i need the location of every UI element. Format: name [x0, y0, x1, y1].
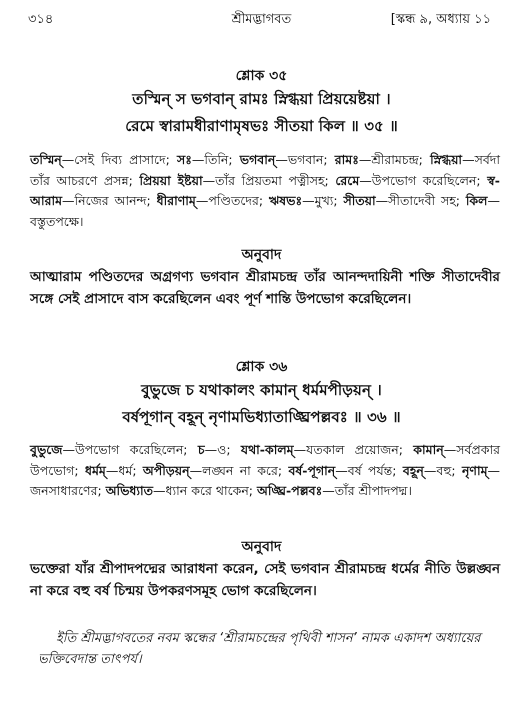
- shloka-35-synonyms: [30, 150, 500, 232]
- synonym-meaning: —মুখ্য;: [302, 193, 344, 208]
- synonym-word: ধর্মম্: [84, 462, 106, 478]
- synonym-meaning: —সীতাদেবী সহ;: [375, 193, 466, 208]
- synonym-word: অপীড়য়ন্: [142, 462, 190, 478]
- translation-1-text: আত্মারাম পণ্ডিতদের অগ্রগণ্য ভগবান শ্রীরামচন্দ্র তাঁর আনন্দদায়িনী শক্তি সীতাদেবীর সঙ্গে সেই প্রাসাদে বাস করেছিলেন এবং পূর্ণ শান্তি উপভোগ করেছিলেন।: [30, 269, 500, 307]
- synonym-word: চ: [197, 442, 205, 457]
- shloka-36-line-2: বর্ষপূগান্ বহূন্ নৃণামভিধ্যাতাঙ্ঘ্রিপল্লবঃ ॥ ৩৬ ॥: [122, 408, 401, 426]
- translation-1-heading: অনুবাদ: [241, 247, 282, 263]
- synonym-meaning: —বহু;: [423, 462, 462, 478]
- synonym-word: ঋষভঃ: [268, 193, 303, 208]
- synonym-word: রেমে: [335, 172, 360, 188]
- synonym-word: স্নিগ্ধয়া: [430, 152, 463, 167]
- shloka-35-heading: শ্লোক ৩৫: [235, 68, 288, 84]
- synonym-word: কামান্: [413, 442, 444, 457]
- synonym-word: বহূন্: [402, 462, 424, 478]
- synonym-word: তস্মিন্: [30, 152, 62, 167]
- synonym-word: বর্ষ-পূগান্: [288, 462, 336, 478]
- synonym-meaning: —উপভোগ করেছিলেন;: [359, 172, 488, 188]
- synonym-meaning: —সর্বপ্রকার উপভোগ;: [30, 442, 500, 478]
- shloka-35-line-1: তস্মিন্ স ভগবান্ রামঃ স্নিগ্ধয়া প্রিয়য়েষ্টয়া ।: [132, 90, 391, 108]
- shloka-36-synonyms: [30, 440, 500, 502]
- synonym-meaning: —ও;: [204, 442, 241, 457]
- translation-2-text: ভক্তেরা যাঁর শ্রীপাদপদ্মের আরাধনা করেন, সেই ভগবান শ্রীরামচন্দ্র ধর্মের নীতি উল্লঙ্ঘন না করে বহু বর্ষ চিন্ময় উপকরণসমূহ ভোগ করেছিলেন।: [30, 561, 500, 599]
- synonym-meaning: —উপভোগ করেছিলেন;: [62, 442, 198, 457]
- synonym-meaning: —ধর্ম;: [105, 462, 143, 478]
- synonym-word: অঙ্ঘ্রি-পল্লবঃ: [257, 483, 323, 498]
- synonym-meaning: —ভগবান;: [275, 152, 335, 167]
- synonym-word: স্ব-আরাম: [30, 172, 500, 208]
- synonym-word: যথা-কালম্: [240, 442, 294, 457]
- synonym-meaning: —ধ্যান করে থাকেন;: [153, 483, 257, 498]
- synonym-meaning: —পণ্ডিতদের;: [195, 193, 269, 208]
- page-number: ৩১৪: [28, 12, 54, 27]
- synonym-meaning: —নিজের আনন্দ;: [62, 193, 157, 208]
- synonym-meaning: —লঙ্ঘন না করে;: [189, 462, 289, 478]
- synonym-meaning: —বর্ষ পর্যন্ত;: [335, 462, 403, 478]
- synonym-word: ভগবান্: [239, 152, 276, 167]
- synonym-word: সীতয়া: [343, 193, 376, 208]
- synonym-meaning: —তাঁর শ্রীপাদপদ্ম।: [322, 483, 412, 498]
- synonym-meaning: —সেই দিব্য প্রাসাদে;: [61, 152, 177, 167]
- synonym-word: নৃণাম্: [461, 462, 488, 478]
- page-header: [0, 10, 523, 30]
- synonym-meaning: —শ্রীরামচন্দ্র;: [358, 152, 431, 167]
- shloka-36-line-1: বুভুজে চ যথাকালং কামান্ ধর্মমপীড়য়ন্ ।: [141, 381, 382, 399]
- synonym-meaning: —যতকাল প্রয়োজন;: [293, 442, 414, 457]
- synonym-word: অভিধ্যাত: [105, 483, 154, 498]
- synonym-word: রামঃ: [334, 152, 359, 167]
- chapter-reference: [স্কন্ধ ৯, অধ্যায় ১১: [390, 12, 491, 27]
- running-title: শ্রীমদ্ভাগবত: [231, 12, 292, 27]
- synonym-meaning: —জনসাধারণের;: [30, 462, 501, 498]
- synonym-meaning: —তাঁর প্রিয়তমা পত্নীসহ;: [202, 172, 336, 188]
- translation-2-heading: অনুবাদ: [241, 539, 282, 555]
- synonym-meaning: —সর্বদা তাঁর আচরণে প্রসন্ন;: [30, 152, 500, 188]
- synonym-meaning: —বস্তুতপক্ষে।: [30, 193, 500, 229]
- chapter-colophon: ইতি শ্রীমদ্ভাগবতের নবম স্কন্ধের ‘শ্রীরামচন্দ্রের পৃথিবী শাসন’ নামক একাদশ অধ্যায়ের ভক্তিবেদান্ত তাৎপর্য।: [38, 631, 481, 667]
- synonym-word: প্রিয়য়া ইষ্টয়া: [139, 172, 203, 188]
- shloka-35-line-2: রেমে স্বারামধীরাণামৃষভঃ সীতয়া কিল ॥ ৩৫ ॥: [125, 117, 398, 135]
- synonym-word: বুভুজে: [30, 442, 63, 457]
- synonym-word: ধীরাণাম্: [156, 193, 196, 208]
- synonym-meaning: —তিনি;: [191, 152, 240, 167]
- shloka-36-heading: শ্লোক ৩৬: [235, 359, 288, 375]
- synonym-word: সঃ: [176, 152, 192, 167]
- synonym-word: কিল: [465, 193, 488, 208]
